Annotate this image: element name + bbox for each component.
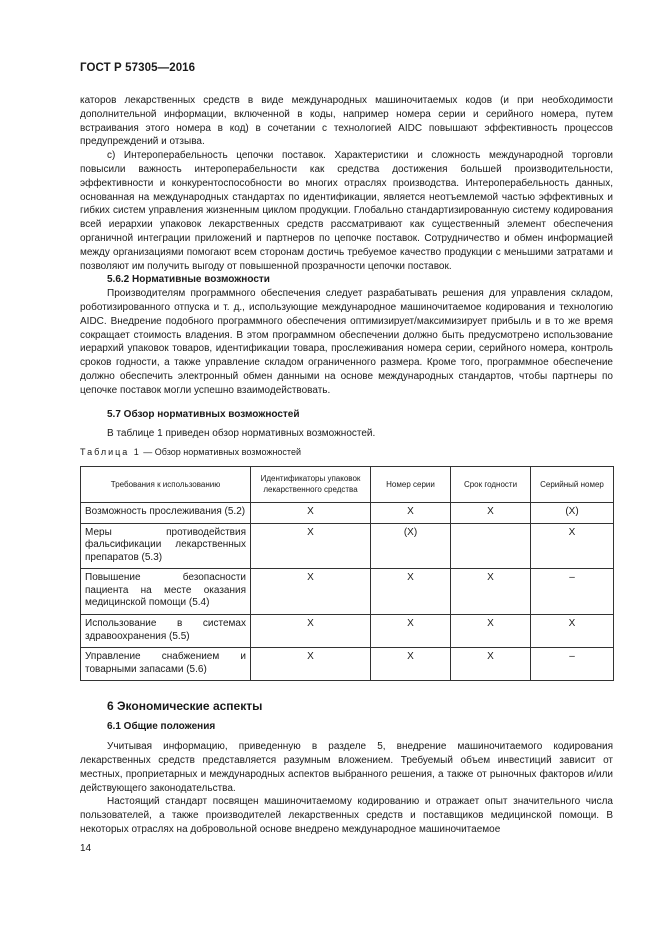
table-caption: [80, 446, 613, 460]
table-row: [81, 569, 614, 615]
paragraph-continuation: каторов лекарственных средств в виде международных машиночитаемых кодов (и при необходимости дополнительной информации, включенной в коды, например номера серии и серийного номера, путем встраивания этого номера в код) в сочетании с технологией AIDC повышают эффективность процессов предупреждений и отзыва.: [80, 95, 613, 148]
table-cell-mark: [451, 523, 531, 569]
section-heading-5-6-2: 5.6.2 Нормативные возможности: [107, 274, 270, 286]
table-cell-mark: X: [451, 502, 531, 523]
section-heading-5-7: 5.7 Обзор нормативных возможностей: [107, 408, 300, 420]
table-cell-mark: X: [371, 502, 451, 523]
table-cell-mark: X: [251, 648, 371, 681]
table-header-cell: Серийный номер: [531, 466, 614, 502]
table-cell-requirement: Повышение безопасности пациента на месте оказания медицинской помощи (5.4): [81, 569, 251, 615]
table-cell-mark: –: [531, 569, 614, 615]
table-header-cell: Срок годности: [451, 466, 531, 502]
table-cell-mark: X: [531, 523, 614, 569]
table-cell-mark: X: [371, 569, 451, 615]
table-header-cell: Идентификаторы упаковок лекарственного средства: [251, 466, 371, 502]
table-cell-requirement: Меры противодействия фальсификации лекарственных препаратов (5.3): [81, 523, 251, 569]
table-cell-mark: X: [531, 615, 614, 648]
paragraph-software: Производителям программного обеспечения следует разрабатывать решения для управления складом, роботизированного отпуска и т. д., использующие международное машиночитаемое кодирования и технологию AIDC. Внедрение подобного программного обеспечения оптимизирует/максимизирует прибыль и в то же время сокращает стоимость владения. В этом программном обеспечении должно быть предусмотрено использование иерархий упаковок товаров, идентификации товара, прослеживания номера серии, серийного номера, контроль сроков годности, а также управление складом ограниченного размера. Кроме того, программное обеспечение должно обеспечить электронный обмен данными на основе международных стандартов, чтобы партнеры по цепочке поставок могли успешно взаимодействовать.: [80, 288, 613, 396]
table-row: [81, 502, 614, 523]
table-cell-mark: (X): [531, 502, 614, 523]
table-cell-requirement: Возможность прослеживания (5.2): [81, 502, 251, 523]
table-header-cell: Требования к использованию: [81, 466, 251, 502]
document-header: ГОСТ Р 57305—2016: [80, 62, 196, 74]
paragraph-investment: Учитывая информацию, приведенную в разделе 5, внедрение машиночитаемого кодирования лекарственных средств представляется разумным вложением. Требуемый объем инвестиций зависит от местных, проприетарных и международных аспектов выбранного решения, а также от рыночных факторов и/или действующего законодательства.: [80, 741, 613, 794]
table-cell-mark: –: [531, 648, 614, 681]
section-heading-6: 6 Экономические аспекты: [107, 699, 263, 714]
table-cell-mark: X: [251, 502, 371, 523]
capabilities-table: [80, 466, 614, 682]
table-cell-mark: X: [251, 569, 371, 615]
table-cell-mark: X: [451, 615, 531, 648]
table-cell-mark: (X): [371, 523, 451, 569]
table-cell-mark: X: [451, 569, 531, 615]
table-header-row: [81, 466, 614, 502]
table-cell-mark: X: [451, 648, 531, 681]
table-cell-requirement: Использование в системах здравоохранения (5.5): [81, 615, 251, 648]
table-caption-text: — Обзор нормативных возможностей: [140, 447, 301, 458]
table-cell-mark: X: [251, 523, 371, 569]
table-cell-mark: X: [371, 615, 451, 648]
table-cell-mark: X: [371, 648, 451, 681]
table-cell-requirement: Управление снабжением и товарными запасами (5.6): [81, 648, 251, 681]
table-row: [81, 615, 614, 648]
section-heading-6-1: 6.1 Общие положения: [107, 721, 216, 733]
document-body: [80, 94, 613, 837]
table-header-cell: Номер серии: [371, 466, 451, 502]
paragraph-standard-scope: Настоящий стандарт посвящен машиночитаемому кодированию и отражает опыт значительного числа пользователей, а также производителей лекарственных средств и поставщиков медицинской помощи. В некоторых отраслях на добровольной основе внедрено международное машиночитаемое: [80, 796, 613, 836]
table-cell-mark: X: [251, 615, 371, 648]
page-number: 14: [80, 843, 92, 854]
paragraph-interoperability: c) Интероперабельность цепочки поставок. Характеристики и сложность международной торговли повысили важность интероперабельности как средства достижения большей производительности, эффективности и конкурентоспособности во многих отраслях производства. Интероперабельность данных, основанная на международных стандартах по идентификации, является неотъемлемой частью эффективных и гибких систем управления жизненным циклом продукции. Глобально стандартизированную систему кодирования всей иерархии упаковок лекарственных средств рассматривают как существенный элемент обеспечения органичной интеграции приложений и партнеров по цепочке поставок. Сотрудничество и обмен информацией между организациями помогают всем сторонам достичь требуемое качество продукции с меньшими затратами и позволяют им получить выгоду от повышенной прозрачности цепочки поставок.: [80, 150, 613, 272]
table-caption-label: Таблица 1: [80, 447, 141, 458]
paragraph-table-intro: В таблице 1 приведен обзор нормативных возможностей.: [107, 428, 376, 440]
table-row: [81, 523, 614, 569]
table-row: [81, 648, 614, 681]
